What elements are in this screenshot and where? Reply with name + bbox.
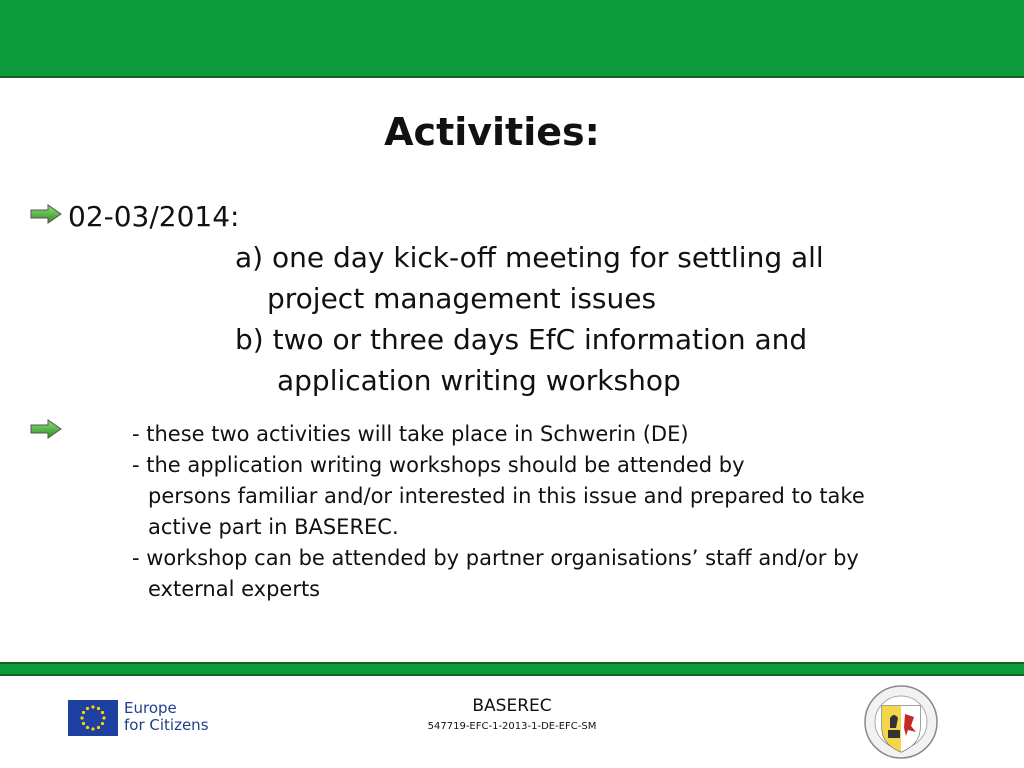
- top-band: [0, 0, 1024, 78]
- item-b: b) two or three days EfC information and: [235, 323, 808, 356]
- bottom-band: [0, 662, 1024, 676]
- note-2-cont: persons familiar and/or interested in this issue and prepared to take: [148, 484, 865, 508]
- slide-title: Activities:: [384, 110, 600, 154]
- association-crest-logo: [864, 684, 938, 760]
- date-line: 02-03/2014:: [68, 200, 240, 233]
- item-b-cont: application writing workshop: [277, 364, 681, 397]
- note-2: - the application writing workshops should be attended by: [132, 453, 745, 477]
- item-a: a) one day kick-off meeting for settling all: [235, 241, 824, 274]
- footer-code: 547719-EFC-1-2013-1-DE-EFC-SM: [427, 721, 597, 732]
- note-1: - these two activities will take place in Schwerin (DE): [132, 422, 689, 446]
- arrow-right-icon: [30, 419, 62, 439]
- note-2-cont2: active part in BASEREC.: [148, 515, 399, 539]
- item-a-cont: project management issues: [267, 282, 657, 315]
- note-3-cont: external experts: [148, 577, 321, 601]
- footer-project: BASEREC: [472, 696, 552, 716]
- eu-logo-text: Europe for Citizens: [124, 699, 209, 734]
- arrow-right-icon: [30, 204, 62, 224]
- note-3: - workshop can be attended by partner organisations’ staff and/or by: [132, 546, 859, 570]
